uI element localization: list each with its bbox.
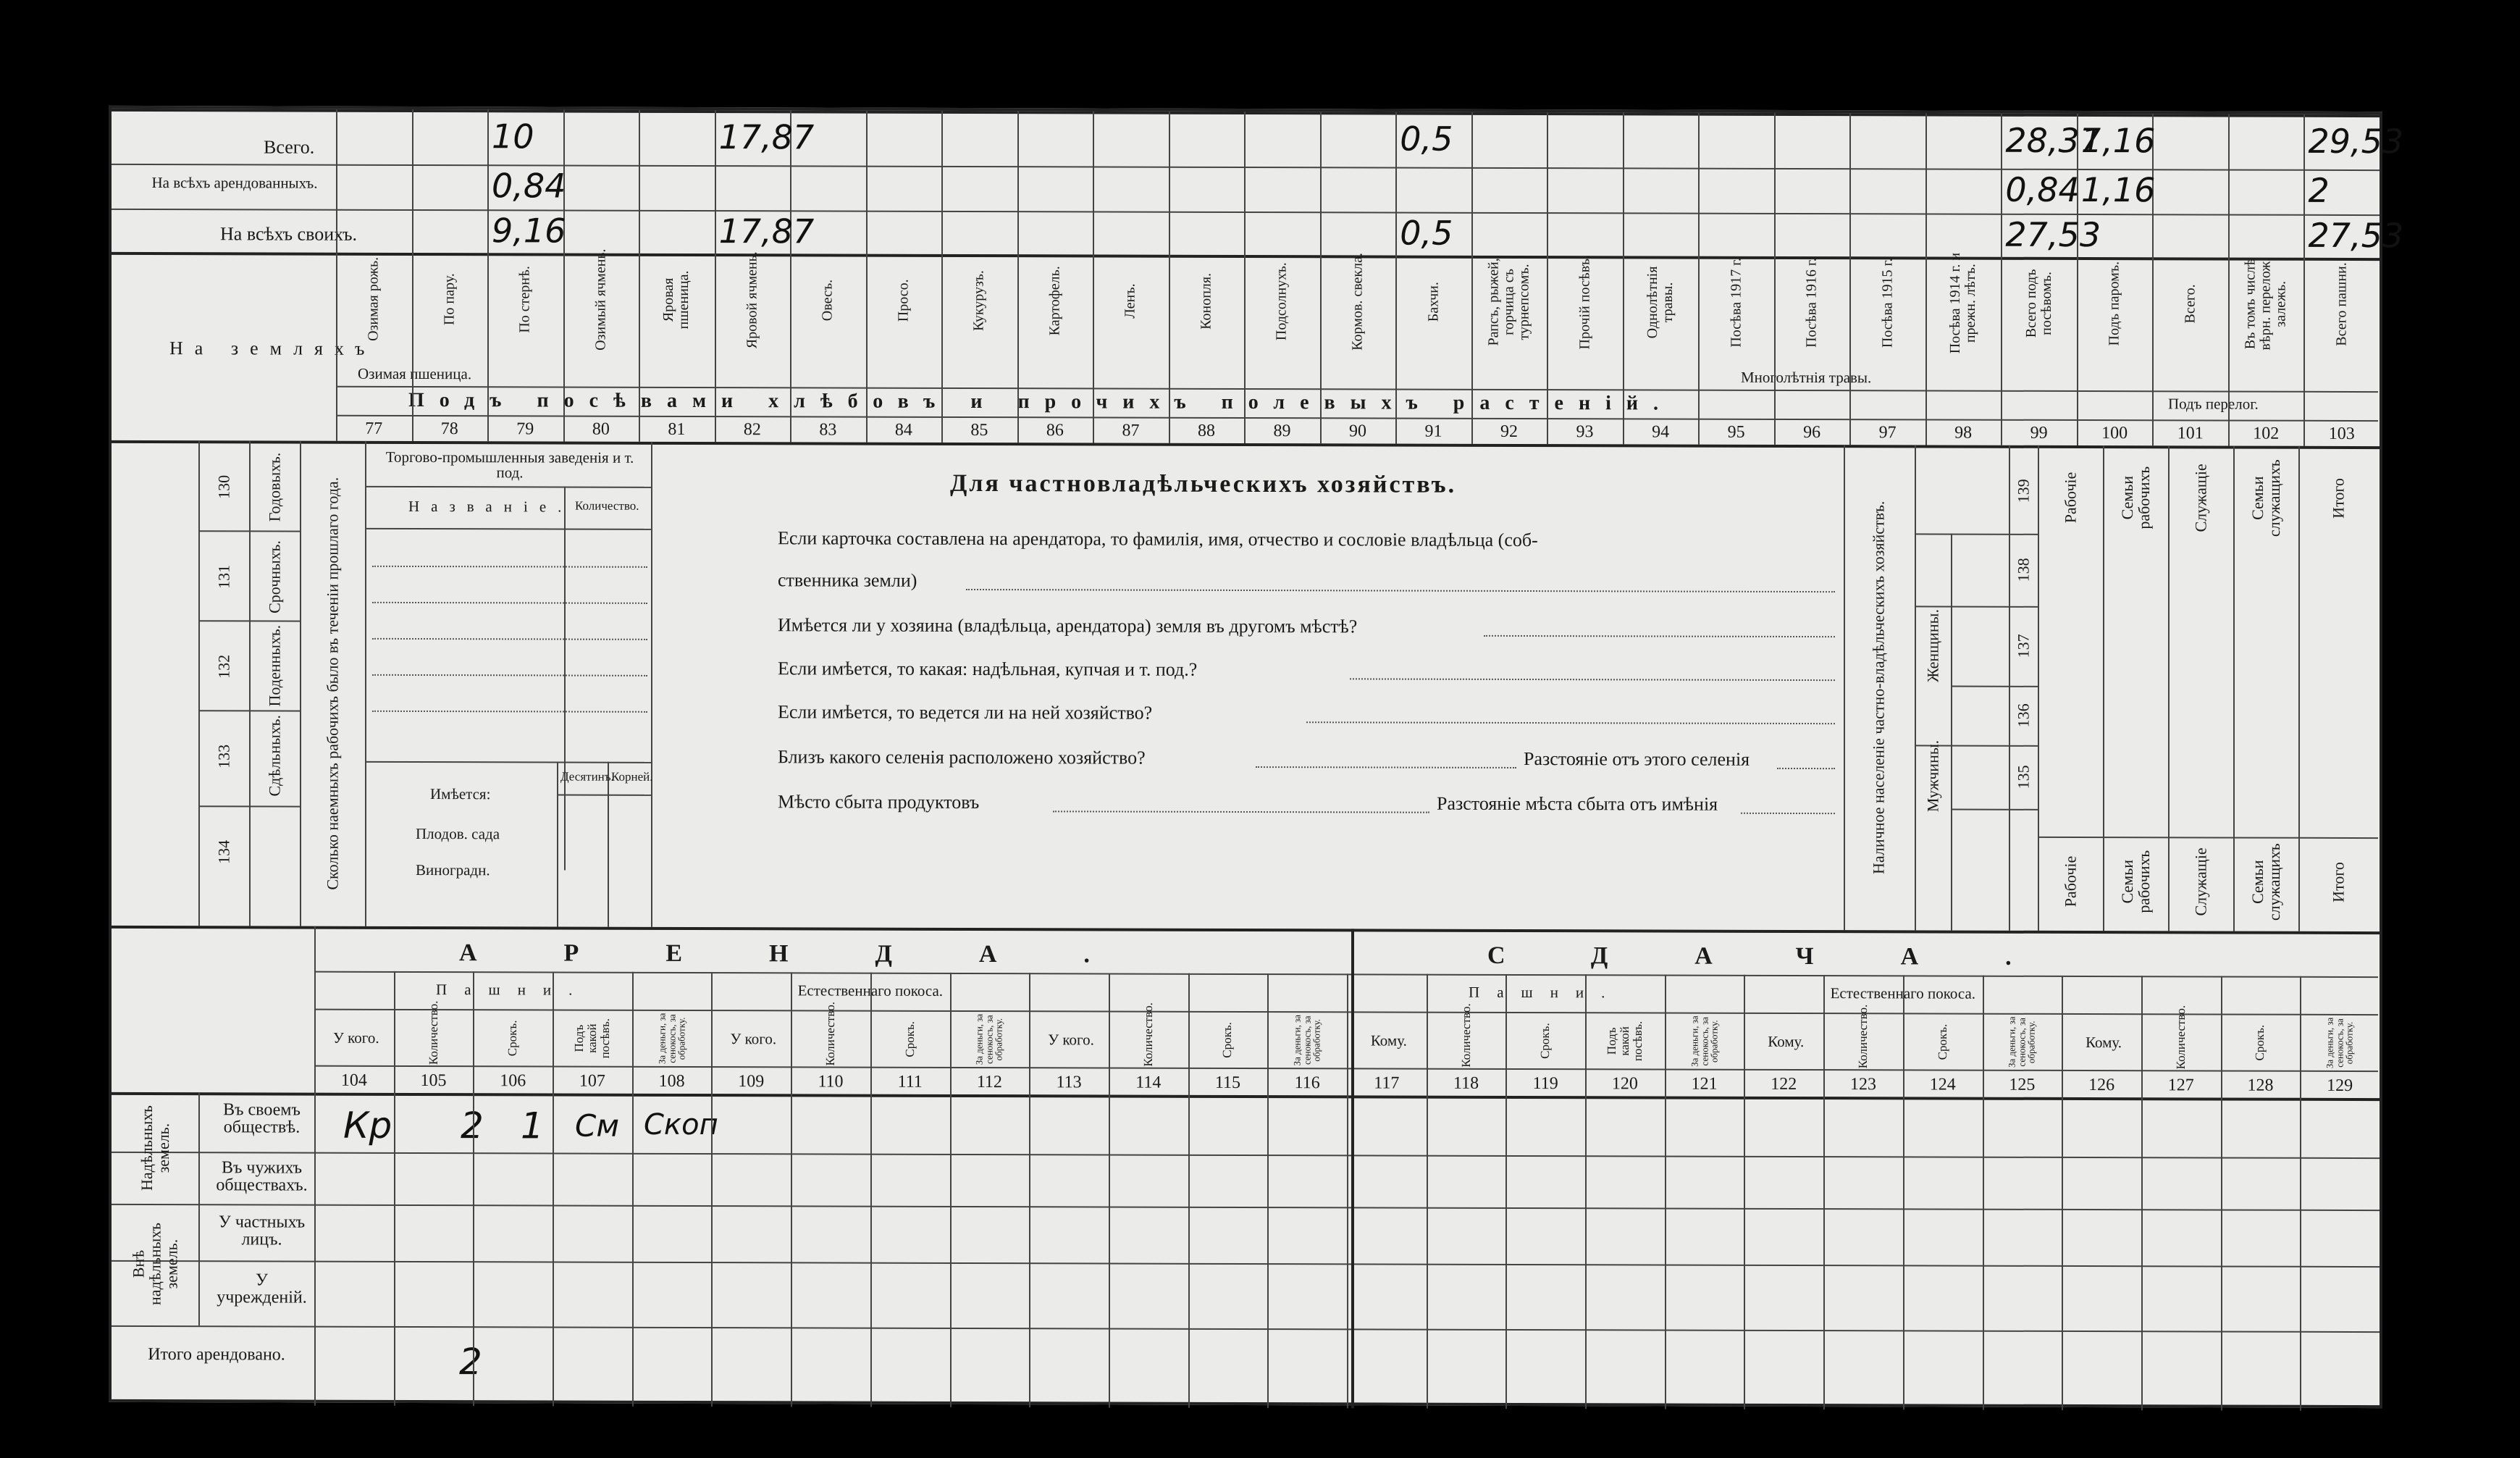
top-col-header: Всего подъ посѣвомъ. — [2023, 269, 2054, 338]
top-col-line — [2001, 114, 2002, 445]
question-village: Близъ какого селенія расположено хозяйство? — [778, 746, 1146, 768]
top-col-line — [1849, 113, 1851, 445]
top-col-line — [1169, 112, 1170, 443]
top-col-line — [1093, 111, 1094, 443]
staff-column-footer: Рабочіе — [2061, 855, 2080, 908]
staff-column-header: Итого — [2329, 478, 2348, 519]
bottom-col-line — [870, 973, 872, 1407]
bottom-col-header: Кому. — [1768, 1032, 1805, 1051]
row-own-society: Въ своемъ обществѣ. — [223, 1100, 301, 1137]
handwritten-top-value: 29,53 — [2308, 121, 2404, 162]
question-distance: Разстояніе отъ этого селенія — [1524, 748, 1750, 770]
hw-total: 2 — [459, 1341, 482, 1383]
worker-row-label: Срочныхъ. — [265, 540, 284, 613]
hw-c108: Скоп — [644, 1107, 718, 1142]
top-col-number: 100 — [2101, 424, 2128, 443]
bottom-col-header: Подъ какой посѣвъ. — [1605, 1021, 1645, 1062]
top-col-header: Яровой ячмень. — [744, 251, 760, 349]
bottom-col-number: 116 — [1294, 1073, 1320, 1093]
bottom-col-header: За деньги, за сенокосъ, за обработку. — [1291, 1014, 1322, 1066]
top-col-header: Кормов. свекла. — [1349, 252, 1366, 351]
worker-row-number: 131 — [214, 564, 233, 589]
bottom-col-number: 117 — [1374, 1073, 1400, 1093]
bottom-col-header: Кому. — [1370, 1031, 1407, 1049]
top-col-line — [2228, 114, 2230, 446]
bottom-col-line — [1347, 973, 1348, 1408]
bottom-col-header: За деньги, за сенокосъ, за обработку. — [2324, 1017, 2355, 1069]
worker-row-label: Сдѣльныхъ. — [265, 715, 284, 797]
bottom-col-header: У кого. — [333, 1028, 379, 1047]
top-col-line — [412, 109, 413, 441]
bottom-col-header: За деньги, за сенокосъ, за обработку. — [973, 1013, 1005, 1065]
population-label: Наличное населеніе частно-владѣльческихъ хозяйствъ. — [1869, 500, 1888, 874]
bottom-col-number: 127 — [2167, 1076, 2194, 1095]
top-col-number: 87 — [1122, 421, 1140, 440]
bottom-col-line — [711, 972, 713, 1407]
bottom-col-line — [1267, 973, 1269, 1408]
trade-title: Торгово-промышленныя заведенія и т. под. — [385, 448, 634, 482]
population-row-number: 136 — [2014, 703, 2033, 728]
top-col-header: Рапсъ, рыжей, горчица съ турнепсомъ. — [1485, 258, 1532, 346]
bottom-col-header: Срокъ. — [505, 1020, 520, 1057]
worker-row-number: 130 — [214, 474, 233, 499]
bottom-col-line — [2221, 976, 2222, 1411]
has-label: Имѣется: — [430, 785, 491, 803]
top-col-line — [866, 111, 868, 443]
top-col-line — [1547, 112, 1548, 444]
row-label-vsego: Всего. — [264, 136, 315, 158]
bottom-col-line — [1903, 975, 1904, 1409]
bottom-col-line — [314, 971, 316, 1406]
top-col-number: 93 — [1576, 422, 1594, 442]
hired-workers-label: Сколько наемныхъ рабочихъ было въ теченіи прошлаго года. — [323, 477, 342, 890]
top-col-header: Посѣва 1917 г. — [1728, 257, 1744, 348]
bottom-col-line — [2141, 976, 2143, 1410]
top-col-header: Всего пашни. — [2333, 262, 2350, 346]
top-col-number: 94 — [1652, 422, 1670, 442]
worker-row-number: 132 — [214, 654, 233, 679]
top-col-number: 77 — [365, 419, 383, 438]
question-farming: Если имѣется, то ведется ли на ней хозяйство? — [778, 701, 1153, 724]
bottom-col-header: Количество. — [426, 1000, 440, 1065]
top-col-header: Подсолнухъ. — [1273, 262, 1290, 341]
top-col-header: Посѣва 1914 г. и прежн. лѣтъ. — [1947, 252, 1979, 354]
top-col-line — [1471, 112, 1473, 444]
top-col-header: Однолѣтнія травы. — [1645, 266, 1676, 339]
men-label: Мужчины. — [1923, 740, 1942, 813]
bottom-col-header: Срокъ. — [1935, 1023, 1949, 1060]
bottom-col-header: Количество. — [823, 1001, 838, 1066]
top-col-number: 92 — [1500, 422, 1519, 441]
handwritten-top-value: 28,37 — [2005, 120, 2101, 161]
question-owner: Если карточка составлена на арендатора, то фамилія, имя, отчество и сословіе владѣльца (соб- — [778, 527, 1538, 551]
row-institutions: У учрежденій. — [217, 1270, 307, 1307]
top-col-line — [941, 111, 943, 443]
bottom-col-line — [1029, 973, 1030, 1407]
population-row-number: 139 — [2014, 479, 2033, 503]
bottom-col-header: У кого. — [1048, 1031, 1094, 1049]
women-label: Женщины. — [1923, 608, 1942, 682]
top-col-header: Кукурузъ. — [970, 270, 987, 332]
handwritten-top-value: 9,16 — [492, 211, 566, 251]
staff-column-header: Служащіе — [2191, 464, 2210, 532]
bottom-col-line — [473, 971, 474, 1406]
bottom-col-number: 120 — [1611, 1074, 1638, 1094]
bottom-col-number: 115 — [1214, 1073, 1241, 1092]
bottom-col-number: 123 — [1850, 1075, 1876, 1094]
bottom-col-number: 108 — [658, 1071, 685, 1091]
top-col-line — [563, 110, 565, 442]
handwritten-top-value: 27,53 — [2005, 214, 2101, 255]
top-col-line — [336, 109, 337, 441]
top-col-line — [2152, 114, 2154, 445]
row-header-zemli: На земляхъ — [169, 338, 377, 359]
top-col-header: Бахчи. — [1425, 282, 1442, 322]
top-col-line — [1395, 112, 1397, 444]
top-col-line — [1320, 112, 1322, 443]
bottom-col-header: Количество. — [2173, 1005, 2188, 1070]
bottom-col-line — [553, 971, 554, 1406]
top-col-header: Посѣва 1915 г. — [1879, 258, 1896, 348]
top-col-header: По стернѣ. — [516, 266, 533, 333]
top-col-header: Картофель. — [1046, 266, 1063, 336]
top-col-number: 80 — [592, 419, 610, 439]
top-col-number: 81 — [668, 419, 686, 439]
top-col-number: 91 — [1424, 422, 1442, 441]
bottom-col-number: 111 — [897, 1072, 923, 1092]
top-col-number: 84 — [894, 420, 912, 440]
hw-c106: 1 — [521, 1105, 544, 1147]
top-col-line — [1925, 113, 1927, 445]
bottom-group-header: Естественнаго покоса. — [1830, 984, 1976, 1002]
bottom-col-header: Срокъ. — [1538, 1023, 1553, 1059]
dessiatin-header: Десятинъ. — [560, 769, 614, 784]
bottom-col-number: 129 — [2327, 1076, 2353, 1096]
question-market: Мѣсто сбыта продуктовъ — [778, 791, 980, 813]
top-col-number: 78 — [440, 419, 458, 439]
top-col-number: 96 — [1803, 423, 1821, 443]
bottom-col-header: Срокъ. — [1220, 1022, 1235, 1058]
top-col-line — [487, 109, 489, 441]
top-col-number: 79 — [516, 419, 534, 439]
bottom-col-number: 124 — [1929, 1075, 1956, 1094]
question-owner-cont: ственника земли) — [778, 569, 917, 591]
bottom-col-line — [2300, 976, 2301, 1411]
bottom-col-header: Количество. — [1458, 1003, 1473, 1068]
staff-column-footer: Служащіе — [2191, 847, 2210, 916]
top-col-number: 89 — [1273, 422, 1291, 441]
bottom-col-header: Срокъ. — [902, 1021, 917, 1057]
private-title: Для частновладѣльческихъ хозяйствъ. — [950, 469, 1457, 498]
bottom-col-header: За деньги, за сенокосъ, за обработку. — [1689, 1015, 1720, 1067]
banner-crops: Подъ посѣвами хлѣбовъ и прочихъ полевыхъ растеній. — [408, 388, 1674, 415]
handwritten-top-value: 17,87 — [718, 211, 815, 251]
bottom-col-header: Количество. — [1856, 1004, 1870, 1069]
bottom-col-line — [2062, 976, 2063, 1410]
worker-row-number: 134 — [214, 839, 233, 864]
bottom-col-line — [1823, 975, 1825, 1409]
population-row-number: 138 — [2014, 558, 2033, 582]
top-col-header: Овесъ. — [819, 279, 836, 322]
top-col-number: 98 — [1954, 423, 1973, 443]
handwritten-top-value: 0,5 — [1400, 213, 1453, 253]
population-row-number: 135 — [2014, 765, 2033, 789]
trade-name-header: Названіе. — [408, 497, 574, 516]
row-total-rented: Итого арендовано. — [148, 1345, 285, 1365]
top-col-line — [639, 110, 640, 442]
bottom-col-line — [1585, 974, 1587, 1409]
question-market-distance: Разстояніе мѣста сбыта отъ имѣнія — [1437, 792, 1718, 815]
vineyard-label: Виноградн. — [416, 860, 490, 879]
bottom-col-number: 105 — [420, 1071, 447, 1091]
top-col-number: 101 — [2177, 424, 2204, 443]
handwritten-top-value: 1,16 — [2080, 121, 2156, 161]
pod-perelog-label: Подъ перелог. — [2168, 395, 2259, 413]
top-col-line — [2077, 114, 2078, 445]
bottom-col-number: 122 — [1771, 1074, 1797, 1094]
bottom-col-header: За деньги, за сенокосъ, за обработку. — [656, 1013, 687, 1065]
bottom-col-header: Кому. — [2086, 1034, 2122, 1052]
bottom-col-number: 107 — [579, 1071, 605, 1091]
top-col-header: Яровая пшеница. — [660, 270, 692, 330]
row-label-svoih: На всѣхъ своихъ. — [220, 223, 358, 245]
bottom-col-number: 119 — [1532, 1074, 1558, 1094]
staff-column-footer: Семьи служащихъ — [2248, 843, 2283, 921]
vne-nadel-label: Внѣ надѣльныхъ земель. — [129, 1223, 181, 1305]
top-col-line — [715, 110, 716, 442]
staff-column-footer: Семьи рабочихъ — [2117, 850, 2153, 913]
top-col-line — [1774, 113, 1776, 445]
arenda-title: АРЕНДА. — [459, 939, 1177, 968]
bottom-col-header: У кого. — [730, 1030, 777, 1048]
question-other-land: Имѣется ли у хозяина (владѣльца, арендатора) земля въ другомъ мѣстѣ? — [778, 614, 1358, 637]
bottom-group-header: Пашни. — [1469, 983, 1623, 1002]
top-col-number: 90 — [1349, 422, 1366, 441]
sdacha-title: СДАЧА. — [1487, 942, 2099, 971]
hw-c105: 2 — [461, 1105, 484, 1147]
top-col-header: Прочій посѣвъ. — [1576, 254, 1593, 350]
handwritten-top-value: 0,5 — [1400, 119, 1453, 159]
bottom-col-number: 125 — [2009, 1075, 2036, 1094]
bottom-col-number: 110 — [818, 1072, 844, 1092]
handwritten-top-value: 0,84 — [492, 166, 566, 206]
top-col-number: 103 — [2328, 424, 2355, 444]
top-col-line — [790, 110, 791, 442]
top-col-header: Ленъ. — [1122, 283, 1138, 319]
bottom-col-number: 104 — [340, 1071, 367, 1090]
handwritten-top-value: 27,53 — [2308, 215, 2404, 256]
row-other-society: Въ чужихъ обществахъ. — [216, 1158, 308, 1195]
top-col-header: Конопля. — [1198, 272, 1214, 330]
question-land-type: Если имѣется, то какая: надѣльная, купчая и т. под.? — [778, 658, 1198, 680]
top-col-header: Озимая рожь. — [365, 256, 382, 341]
handwritten-top-value: 2 — [2308, 170, 2330, 210]
ozimaya-pshenitsa-label: Озимая пшеница. — [358, 364, 472, 383]
bottom-col-number: 113 — [1056, 1073, 1082, 1092]
top-col-line — [2303, 114, 2305, 446]
bottom-col-header: Количество. — [1141, 1002, 1155, 1067]
top-col-header: Въ томъ числѣ вѣрн. перелож. залежь. — [2242, 257, 2289, 351]
row-private: У частныхъ лицъ. — [218, 1212, 306, 1249]
bottom-col-line — [791, 972, 792, 1407]
bottom-col-line — [394, 971, 395, 1406]
population-row-number: 137 — [2014, 634, 2033, 658]
top-col-header: Посѣва 1916 г. — [1803, 258, 1820, 348]
hw-c104: Кр — [343, 1104, 392, 1147]
top-col-header: Подъ паромъ. — [2106, 261, 2122, 346]
top-col-number: 97 — [1878, 423, 1897, 443]
bottom-col-line — [950, 973, 952, 1407]
top-col-line — [1698, 113, 1700, 445]
trade-qty-header: Количество. — [575, 498, 639, 513]
nadel-label: Надѣльныхъ земель. — [137, 1105, 172, 1191]
bottom-col-header: Подъ какой посѣвъ. — [572, 1018, 612, 1059]
garden-label: Плодов. сада — [416, 824, 500, 843]
bottom-col-number: 126 — [2088, 1076, 2115, 1095]
bottom-col-line — [1744, 975, 1745, 1409]
top-col-number: 83 — [819, 420, 837, 440]
bottom-col-line — [1665, 975, 1666, 1409]
staff-column-header: Семьи рабочихъ — [2117, 466, 2153, 529]
bottom-col-number: 112 — [976, 1073, 1002, 1092]
bottom-col-number: 121 — [1691, 1074, 1718, 1094]
mnogolet-label: Многолѣтнія травы. — [1741, 368, 1872, 387]
top-col-line — [1017, 111, 1019, 443]
handwritten-top-value: 10 — [492, 117, 534, 156]
bottom-group-header: Естественнаго покоса. — [797, 981, 944, 1000]
bottom-col-header: Срокъ. — [2253, 1024, 2267, 1061]
top-col-number: 88 — [1197, 421, 1215, 440]
bottom-col-line — [1505, 974, 1507, 1409]
handwritten-top-value: 1,16 — [2080, 170, 2156, 210]
staff-column-footer: Итого — [2329, 862, 2348, 902]
top-col-header: Всего. — [2182, 284, 2198, 324]
bottom-group-header: Пашни. — [436, 981, 590, 999]
bottom-col-line — [632, 972, 634, 1407]
bottom-col-number: 109 — [738, 1072, 765, 1092]
bottom-col-number: 128 — [2247, 1076, 2274, 1095]
bottom-col-number: 114 — [1135, 1073, 1162, 1092]
bottom-col-number: 106 — [500, 1071, 526, 1091]
top-col-number: 102 — [2253, 424, 2280, 443]
top-col-header: Озимый ячмень. — [592, 248, 609, 351]
worker-row-label: Поденныхъ. — [265, 624, 284, 707]
top-col-line — [1244, 112, 1246, 443]
bottom-col-number: 118 — [1453, 1073, 1479, 1093]
handwritten-top-value: 0,84 — [2005, 169, 2080, 210]
top-col-number: 85 — [970, 421, 988, 440]
staff-column-header: Семьи служащихъ — [2248, 459, 2283, 537]
bottom-col-line — [1188, 973, 1190, 1408]
bottom-col-header: За деньги, за сенокосъ, за обработку. — [2006, 1016, 2038, 1068]
handwritten-top-value: 17,87 — [718, 117, 815, 157]
row-label-arenda: На всѣхъ арендованныхъ. — [151, 174, 318, 192]
top-col-number: 95 — [1727, 422, 1745, 442]
bottom-col-line — [1427, 974, 1428, 1409]
top-col-number: 82 — [743, 420, 761, 440]
top-col-number: 86 — [1046, 421, 1064, 440]
hw-c107: См — [575, 1107, 620, 1144]
staff-column-header: Рабочіе — [2061, 472, 2080, 524]
top-col-header: Просо. — [895, 279, 912, 322]
bottom-col-line — [1983, 976, 1984, 1410]
top-col-header: По пару. — [441, 273, 458, 326]
roots-header: Корней. — [611, 769, 653, 784]
top-col-number: 99 — [2030, 423, 2048, 443]
census-card — [109, 106, 2404, 1408]
top-col-line — [1623, 112, 1624, 444]
bottom-col-line — [1109, 973, 1110, 1408]
worker-row-label: Годовыхъ. — [265, 452, 284, 522]
worker-row-number: 133 — [214, 744, 233, 768]
